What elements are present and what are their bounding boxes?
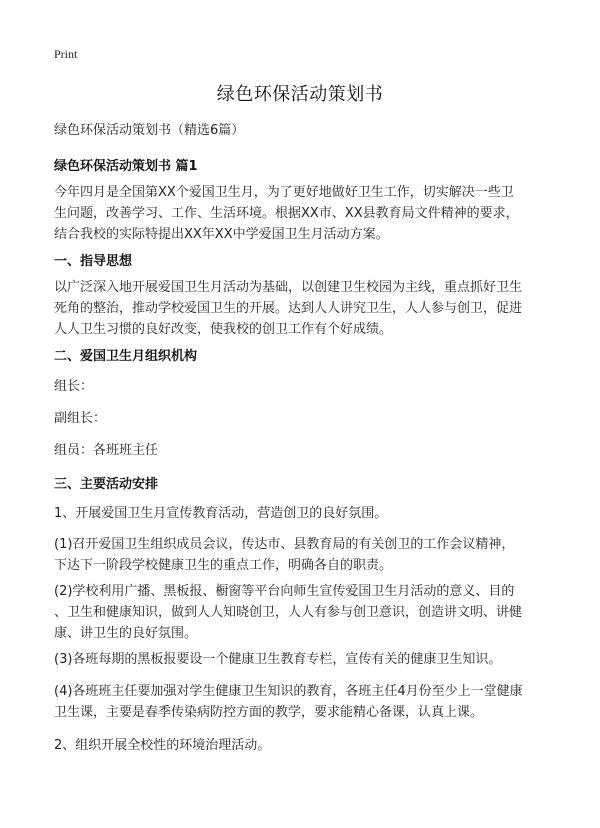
document-subtitle: 绿色环保活动策划书（精选6篇）: [54, 123, 245, 138]
page-title: 绿色环保活动策划书: [216, 84, 384, 105]
intro-paragraph: [54, 182, 554, 245]
members-line: 组员：各班班主任: [54, 443, 159, 458]
activity-sub-3: (3)各班每期的黑板报要设一个健康卫生教育专栏，宣传有关的健康卫生知识。: [54, 652, 502, 667]
section-activities-heading: 三、主要活动安排: [54, 477, 159, 492]
activity-sub-line: 康、讲卫生的良好氛围。: [54, 626, 198, 641]
activity-sub-1: [54, 534, 554, 576]
leader-line: 组长：: [54, 379, 94, 394]
activity-sub-line: 、卫生和健康知识，做到人人知晓创卫，人人有参与创卫意识，创造讲文明、讲健: [54, 605, 523, 620]
activity-item-2: 2、组织开展全校性的环境治理活动。: [54, 738, 271, 753]
intro-line: 今年四月是全国第XX个爱国卫生月，为了更好地做好卫生工作，切实解决一些卫: [54, 185, 514, 200]
activity-sub-line: (4)各班班主任要加强对学生健康卫生知识的教育，各班主任4月份至少上一堂健康: [54, 684, 523, 699]
deputy-leader-line: 副组长：: [54, 411, 107, 426]
activity-item-1: 1、开展爱国卫生月宣传教育活动，营造创卫的良好氛围。: [54, 506, 388, 521]
activity-sub-line: 下达下一阶段学校健康卫生的重点工作，明确各自的职责。: [54, 558, 393, 573]
article-heading: 绿色环保活动策划书 篇1: [54, 159, 198, 174]
activity-sub-line: 卫生课，主要是春季传染病防控方面的教学，要求能精心备课，认真上课。: [54, 705, 484, 720]
guiding-paragraph: [54, 277, 554, 340]
activity-sub-2: [54, 581, 554, 644]
section-organization-heading: 二、爱国卫生月组织机构: [54, 349, 198, 364]
activity-sub-4: [54, 681, 554, 723]
guiding-line: 以广泛深入地开展爱国卫生月活动为基础，以创建卫生校园为主线，重点抓好卫生: [54, 280, 523, 295]
intro-line: 结合我校的实际特提出XX年XX中学爱国卫生月活动方案。: [54, 227, 389, 242]
guiding-line: 人人卫生习惯的良好改变，使我校的创卫工作有个好成绩。: [54, 322, 393, 337]
activity-sub-line: (1)召开爱国卫生组织成员会议，传达市、县教育局的有关创卫的工作会议精神，: [54, 537, 515, 552]
activity-sub-line: (2)学校利用广播、黑板报、橱窗等平台向师生宣传爱国卫生月活动的意义、目的: [54, 584, 515, 599]
guiding-line: 死角的整治，推动学校爱国卫生的开展。达到人人讲究卫生，人人参与创卫，促进: [54, 301, 523, 316]
intro-line: 生问题，改善学习、工作、生活环境。根据XX市、XX县教育局文件精神的要求，: [54, 206, 519, 221]
print-link[interactable]: Print: [54, 47, 78, 61]
section-guiding-heading: 一、指导思想: [54, 254, 133, 269]
